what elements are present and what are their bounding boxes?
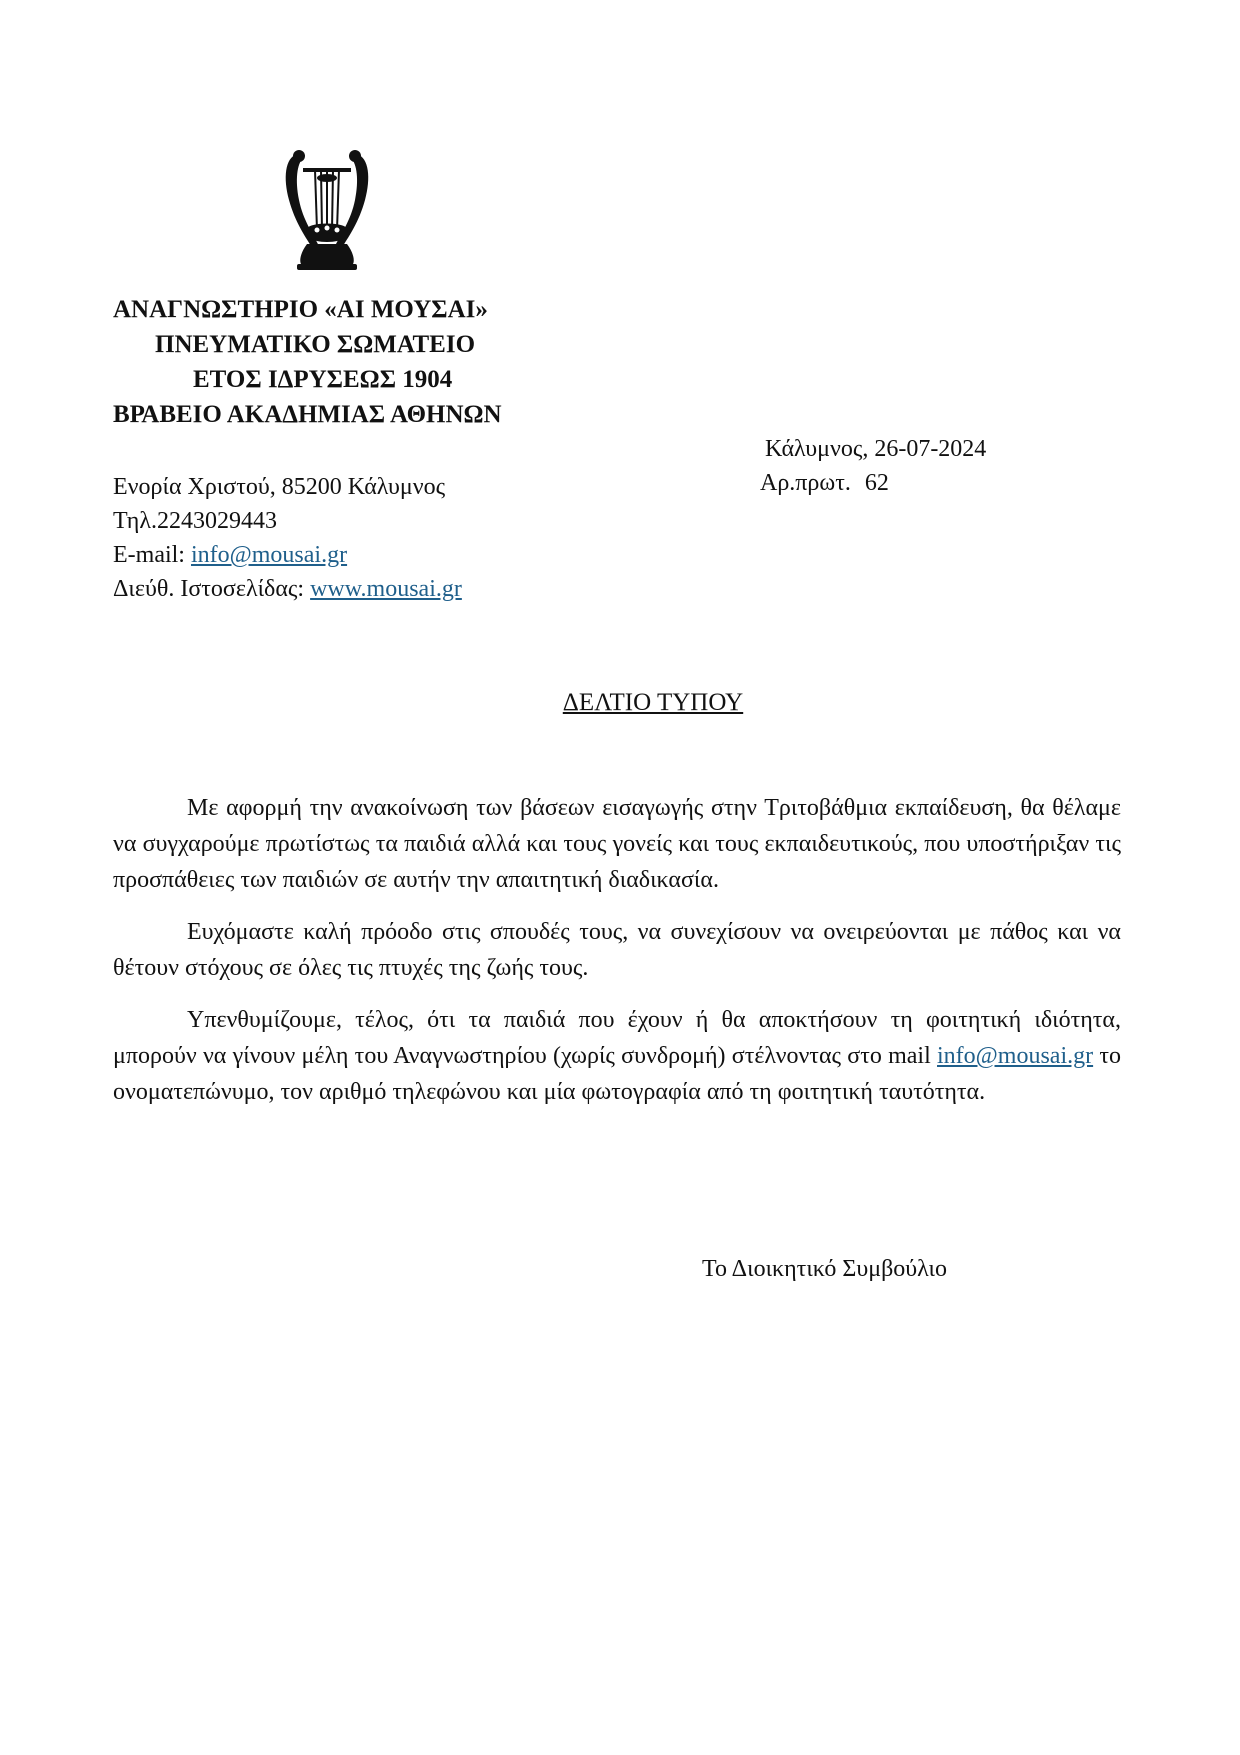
email-link[interactable]: info@mousai.gr: [190, 542, 348, 568]
phone: Τηλ.2243029443: [113, 508, 277, 534]
paragraph-2: Ευχόμαστε καλή πρόοδο στις σπουδές τους, να συνεχίσουν να ονειρεύονται με πάθος και να θέτουν στόχους σε όλες τις πτυχές της ζωής τους.: [113, 919, 1121, 981]
paragraph-1: Με αφορμή την ανακοίνωση των βάσεων εισαγωγής στην Τριτοβάθμια εκπαίδευση, θα θέλαμε να συγχαρούμε πρωτίστως τα παιδιά αλλά και τους γονείς και τους εκπαιδευτικούς, που υποστήριξαν τις προσπάθειες των παιδιών σε αυτήν την απαιτητική διαδικασία.: [113, 795, 1121, 893]
address: Ενορία Χριστού, 85200 Κάλυμνος: [113, 474, 446, 500]
body-email-link[interactable]: info@mousai.gr: [937, 1043, 1094, 1069]
document-title-container: [0, 689, 1240, 717]
org-type: ΠΝΕΥΜΑΤΙΚΟ ΣΩΜΑΤΕΙΟ: [155, 331, 476, 358]
document-title: ΔΕΛΤΙΟ ΤΥΠΟΥ: [562, 689, 744, 716]
website-label: Διεύθ. Ιστοσελίδας:: [113, 576, 311, 602]
org-name: ΑΝΑΓΝΩΣΤΗΡΙΟ «ΑΙ ΜΟΥΣΑΙ»: [113, 296, 488, 323]
press-release-body: [113, 790, 1121, 1126]
organization-header: [113, 292, 583, 432]
protocol-number-line: [760, 470, 889, 497]
protocol-number: 62: [864, 470, 889, 496]
paragraph-3-text-after: το ονοματεπώνυμο, τον αριθμό τηλεφώνου και μία φωτογραφία από τη φοιτητική ταυτότητα.: [113, 1043, 1121, 1105]
lyre-logo: [283, 148, 371, 272]
signature: Το Διοικητικό Συμβούλιο: [702, 1256, 947, 1282]
contact-block: [113, 470, 462, 606]
website-link[interactable]: www.mousai.gr: [310, 576, 462, 602]
document-date: Κάλυμνος, 26-07-2024: [765, 436, 987, 462]
protocol-label: Αρ.πρωτ.: [760, 470, 851, 496]
org-founded: ΕΤΟΣ ΙΔΡΥΣΕΩΣ 1904: [193, 366, 453, 393]
email-line: [113, 538, 462, 572]
email-label: E-mail:: [113, 542, 191, 568]
org-award: ΒΡΑΒΕΙΟ ΑΚΑΔΗΜΙΑΣ ΑΘΗΝΩΝ: [113, 401, 502, 428]
website-line: [113, 572, 462, 606]
paragraph-3: [113, 1002, 1121, 1110]
paragraph-3-text-before: Υπενθυμίζουμε, τέλος, ότι τα παιδιά που έχουν ή θα αποκτήσουν τη φοιτητική ιδιότητα, μπορούν να γίνουν μέλη του Αναγνωστηρίου (χωρίς συνδρομή) στέλνοντας στο mail: [113, 1007, 1121, 1069]
lyre-icon: [283, 148, 371, 272]
